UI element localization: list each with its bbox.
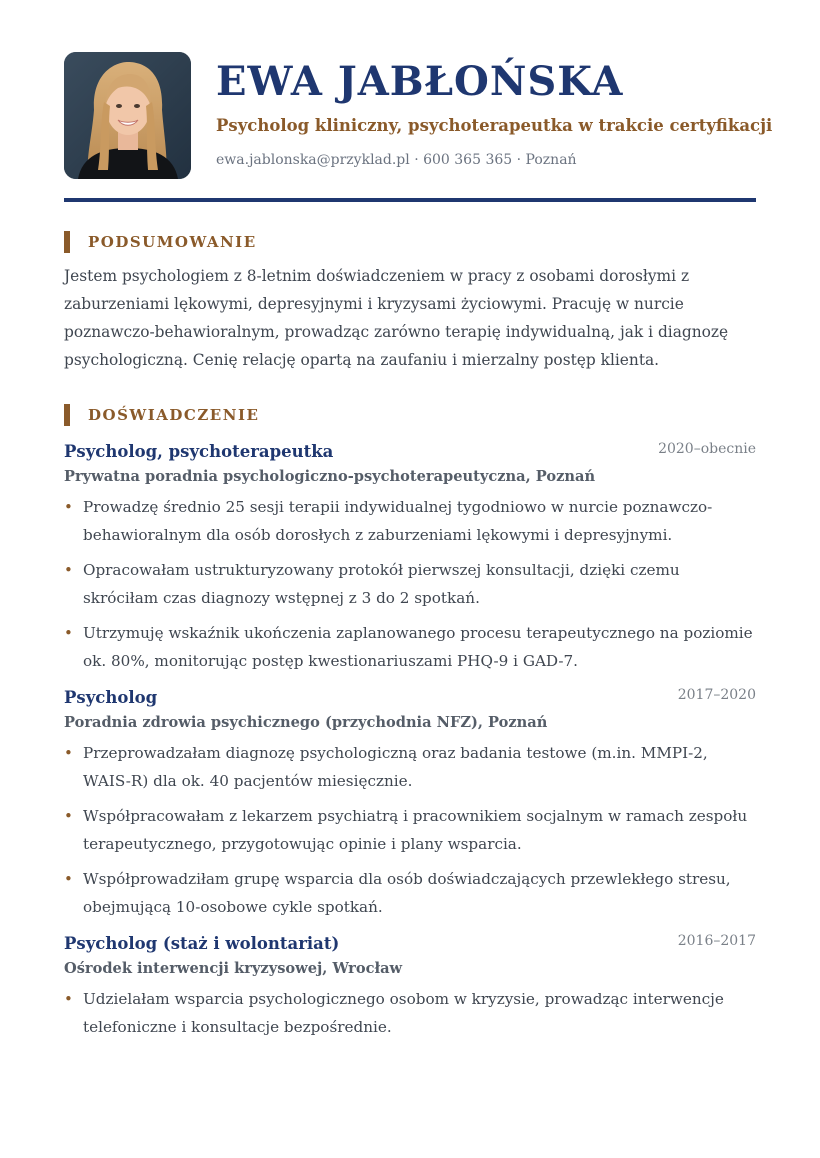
portrait-image xyxy=(64,52,191,179)
bullet-text: Utrzymuję wskaźnik ukończenia zaplanowanego procesu terapeutycznego na poziomie ok. 80%, monitorując postęp kwestionariuszami PHQ-9 i GAD-7. xyxy=(83,624,753,670)
job-bullets xyxy=(64,739,756,921)
job-title: Psycholog, psychoterapeutka xyxy=(64,442,334,461)
section-title-experience xyxy=(64,404,259,426)
bullet-icon: • xyxy=(64,744,73,762)
job-entry xyxy=(64,931,756,1048)
job-dates: 2016–2017 xyxy=(677,933,756,949)
job-dates: 2017–2020 xyxy=(677,687,756,703)
job-title: Psycholog (staż i wolontariat) xyxy=(64,934,340,953)
job-organization: Prywatna poradnia psychologiczno-psychoterapeutyczna, Poznań xyxy=(64,468,596,485)
bullet-text: Prowadzę średnio 25 sesji terapii indywidualnej tygodniowo w nurcie poznawczo-behawioralnym dla osób dorosłych z zaburzeniami lękowymi i depresyjnymi. xyxy=(83,498,713,544)
bullet-text: Opracowałam ustrukturyzowany protokół pierwszej konsultacji, dzięki czemu skróciłam czas diagnozy wstępnej z 3 do 2 spotkań. xyxy=(83,561,680,607)
bullet-icon: • xyxy=(64,624,73,642)
section-marker xyxy=(64,404,70,426)
job-title: Psycholog xyxy=(64,688,158,707)
section-title-summary xyxy=(64,231,257,253)
list-item xyxy=(64,802,756,858)
list-item xyxy=(64,619,756,675)
bullet-text: Udzielałam wsparcia psychologicznego osobom w kryzysie, prowadząc interwencje telefoniczne i konsultacje bezpośrednie. xyxy=(83,990,724,1036)
bullet-icon: • xyxy=(64,870,73,888)
section-title-text: DOŚWIADCZENIE xyxy=(88,406,260,424)
job-organization: Ośrodek interwencji kryzysowej, Wrocław xyxy=(64,960,403,977)
bullet-icon: • xyxy=(64,990,73,1008)
job-organization: Poradnia zdrowia psychicznego (przychodnia NFZ), Poznań xyxy=(64,714,548,731)
list-item xyxy=(64,556,756,612)
bullet-text: Współprowadziłam grupę wsparcia dla osób doświadczających przewlekłego stresu, obejmującą 10-osobowe cykle spotkań. xyxy=(83,870,731,916)
section-marker xyxy=(64,231,70,253)
list-item xyxy=(64,739,756,795)
bullet-text: Współpracowałam z lekarzem psychiatrą i pracownikiem socjalnym w ramach zespołu terapeutycznego, przygotowując opinie i plany wsparcia. xyxy=(83,807,748,853)
bullet-text: Przeprowadzałam diagnozę psychologiczną oraz badania testowe (m.in. MMPI-2, WAIS-R) dla ok. 40 pacjentów miesięcznie. xyxy=(83,744,708,790)
job-entry xyxy=(64,439,756,682)
list-item xyxy=(64,985,756,1041)
candidate-role: Psycholog kliniczny, psychoterapeutka w trakcie certyfikacji xyxy=(216,116,773,135)
summary-text: Jestem psychologiem z 8-letnim doświadczeniem w pracy z osobami dorosłymi z zaburzeniami lękowymi, depresyjnymi i kryzysami życiowymi. Pracuję w nurcie poznawczo-behawioralnym, prowadząc zarówno terapię indywidualną, jak i diagnozę psychologiczną. Cenię relację opartą na zaufaniu i mierzalny postęp klienta. xyxy=(64,267,729,369)
job-entry xyxy=(64,685,756,928)
profile-photo xyxy=(64,52,191,179)
contact-line: ewa.jablonska@przyklad.pl · 600 365 365 · Poznań xyxy=(216,152,577,168)
bullet-icon: • xyxy=(64,561,73,579)
header-divider xyxy=(64,198,756,202)
bullet-icon: • xyxy=(64,498,73,516)
resume-header xyxy=(64,52,773,180)
job-bullets xyxy=(64,985,756,1041)
job-dates: 2020–obecnie xyxy=(658,441,756,457)
list-item xyxy=(64,493,756,549)
list-item xyxy=(64,865,756,921)
bullet-icon: • xyxy=(64,807,73,825)
job-bullets xyxy=(64,493,756,675)
section-title-text: PODSUMOWANIE xyxy=(88,233,257,251)
candidate-name: EWA JABŁOŃSKA xyxy=(216,58,624,105)
